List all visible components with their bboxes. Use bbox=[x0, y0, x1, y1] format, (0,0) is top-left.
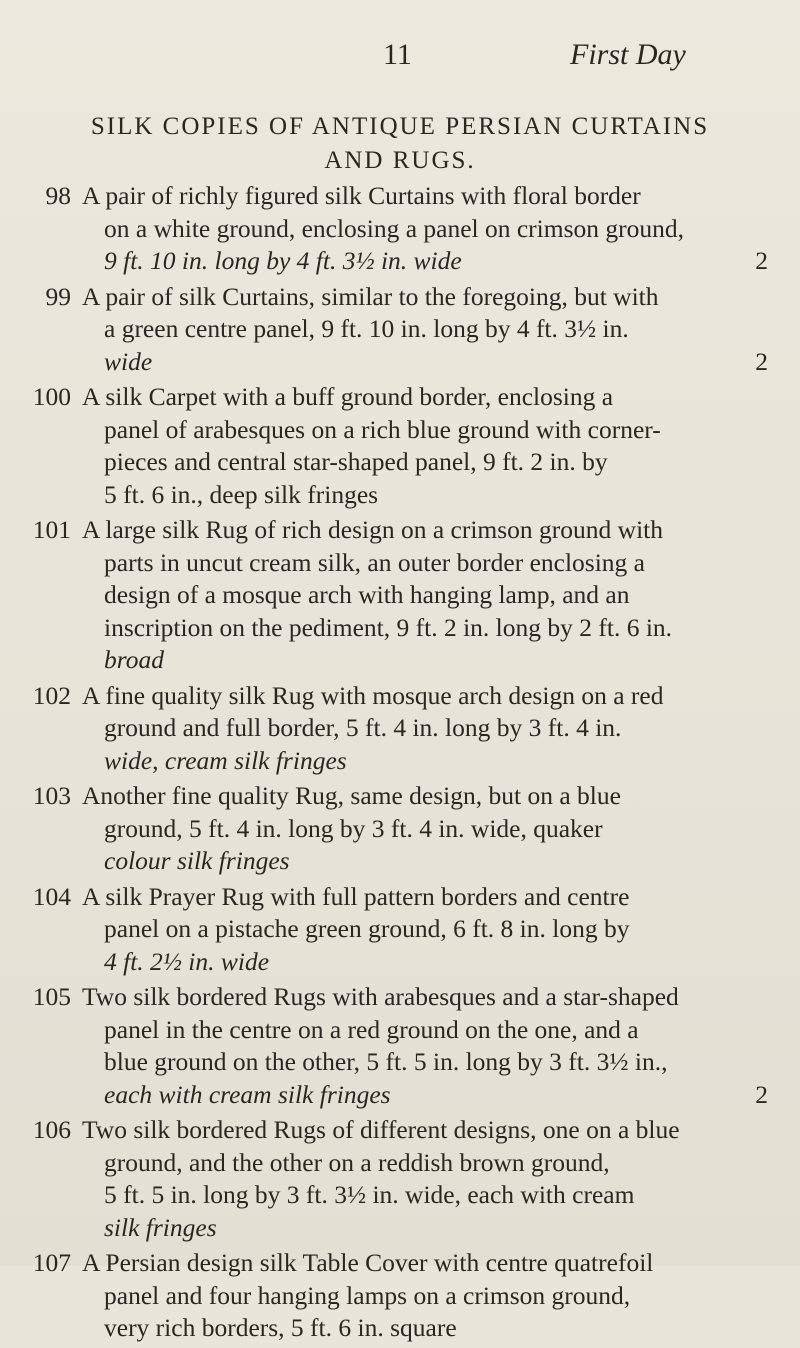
lot-item bbox=[0, 1114, 800, 1244]
lot-description-line bbox=[82, 946, 768, 979]
lot-description-line bbox=[82, 180, 768, 213]
lot-description-line bbox=[82, 1014, 768, 1047]
running-head bbox=[0, 38, 800, 78]
lot-description bbox=[82, 780, 768, 878]
lot-description-line bbox=[82, 245, 768, 278]
lot-line-text: ground, 5 ft. 4 in. long by 3 ft. 4 in. wide, quaker bbox=[104, 813, 603, 843]
lot-list bbox=[0, 180, 800, 1348]
lot-line-text: a green centre panel, 9 ft. 10 in. long by 4 ft. 3½ in. bbox=[104, 314, 629, 343]
lot-item bbox=[0, 381, 800, 511]
lot-line-text: A pair of silk Curtains, similar to the foregoing, but with bbox=[82, 281, 659, 311]
lot-line-text: each with cream silk fringes bbox=[104, 1079, 391, 1109]
lot-number: 98 bbox=[45, 181, 71, 210]
lot-description bbox=[82, 381, 768, 511]
lot-item bbox=[0, 881, 800, 979]
lot-line-text: panel on a pistache green ground, 6 ft. 8 in. long by bbox=[104, 914, 630, 943]
lot-line-text: blue ground on the other, 5 ft. 5 in. long by 3 ft. 3½ in., bbox=[104, 1047, 668, 1076]
lot-description-line bbox=[82, 780, 768, 813]
lot-line-text: Another fine quality Rug, same design, but on a blue bbox=[82, 781, 621, 810]
lot-description-line bbox=[82, 981, 768, 1014]
lot-line-text: A silk Carpet with a buff ground border, enclosing a bbox=[82, 382, 614, 411]
lot-description-line bbox=[82, 1280, 768, 1313]
lot-line-text: panel in the centre on a red ground on the one, and a bbox=[104, 1014, 639, 1044]
lot-description-line bbox=[82, 1212, 768, 1245]
lot-description-line bbox=[82, 1079, 768, 1112]
lot-item bbox=[0, 281, 800, 379]
lot-line-text: 5 ft. 6 in., deep silk fringes bbox=[104, 479, 379, 509]
lot-line-text: 5 ft. 5 in. long by 3 ft. 3½ in. wide, each with cream bbox=[104, 1180, 635, 1209]
lot-description-line bbox=[82, 745, 768, 778]
section-heading-line-1: SILK COPIES OF ANTIQUE PERSIAN CURTAINS bbox=[90, 113, 710, 140]
lot-description bbox=[82, 514, 768, 677]
lot-line-text: ground and full border, 5 ft. 4 in. long by 3 ft. 4 in. bbox=[104, 713, 622, 742]
lot-description bbox=[82, 981, 768, 1111]
lot-description bbox=[82, 281, 768, 379]
lot-line-text: ground, and the other on a reddish brown ground, bbox=[104, 1147, 610, 1177]
lot-description-line bbox=[82, 1247, 768, 1280]
lot-line-text: A fine quality silk Rug with mosque arch design on a red bbox=[82, 680, 664, 710]
lot-number: 102 bbox=[32, 680, 71, 710]
lot-description-line bbox=[82, 644, 768, 677]
lot-line-text: Two silk bordered Rugs of different designs, one on a blue bbox=[82, 1115, 680, 1144]
lot-description-line bbox=[82, 446, 768, 479]
lot-line-text: A silk Prayer Rug with full pattern borders and centre bbox=[82, 881, 630, 911]
day-title: First Day bbox=[570, 38, 686, 71]
lot-line-text: parts in uncut cream silk, an outer border enclosing a bbox=[104, 547, 645, 577]
lot-description bbox=[82, 1247, 768, 1345]
lot-line-text: panel and four hanging lamps on a crimson ground, bbox=[104, 1280, 631, 1310]
page-number: 11 bbox=[383, 38, 412, 71]
lot-description-line bbox=[82, 381, 768, 414]
lot-line-text: wide bbox=[104, 346, 153, 376]
lot-quantity: 2 bbox=[755, 246, 768, 275]
lot-line-text: wide, cream silk fringes bbox=[104, 745, 347, 775]
lot-description-line bbox=[82, 1046, 768, 1079]
lot-description-line bbox=[82, 346, 768, 379]
section-heading bbox=[0, 110, 800, 178]
lot-description-line bbox=[82, 881, 768, 914]
lot-description-line bbox=[82, 514, 768, 547]
section-heading-line-2: AND RUGS. bbox=[324, 147, 476, 174]
lot-line-text: inscription on the pediment, 9 ft. 2 in. long by 2 ft. 6 in. bbox=[104, 612, 673, 642]
lot-description bbox=[82, 1114, 768, 1244]
lot-line-text: on a white ground, enclosing a panel on crimson ground, bbox=[104, 213, 685, 243]
lot-description-line bbox=[82, 913, 768, 946]
lot-description bbox=[82, 881, 768, 979]
lot-line-text: 9 ft. 10 in. long by 4 ft. 3½ in. wide bbox=[104, 246, 462, 275]
lot-description-line bbox=[82, 1179, 768, 1212]
lot-number: 107 bbox=[32, 1248, 71, 1277]
lot-item bbox=[0, 680, 800, 778]
lot-line-text: A pair of richly figured silk Curtains with floral border bbox=[82, 181, 641, 210]
lot-line-text: Two silk bordered Rugs with arabesques and a star-shaped bbox=[82, 982, 679, 1011]
lot-item bbox=[0, 180, 800, 278]
lot-item bbox=[0, 780, 800, 878]
lot-line-text: panel of arabesques on a rich blue ground with corner- bbox=[104, 414, 661, 444]
lot-number: 106 bbox=[32, 1115, 71, 1144]
lot-description-line bbox=[82, 712, 768, 745]
lot-line-text: A Persian design silk Table Cover with centre quatrefoil bbox=[82, 1248, 654, 1277]
lot-number: 105 bbox=[32, 982, 71, 1011]
lot-quantity: 2 bbox=[755, 346, 768, 376]
lot-description-line bbox=[82, 547, 768, 580]
lot-description-line bbox=[82, 414, 768, 447]
lot-line-text: broad bbox=[104, 645, 164, 674]
lot-line-text: 4 ft. 2½ in. wide bbox=[104, 946, 270, 976]
lot-description-line bbox=[82, 845, 768, 878]
lot-description-line bbox=[82, 579, 768, 612]
lot-number: 100 bbox=[32, 382, 71, 411]
lot-description-line bbox=[82, 680, 768, 713]
lot-number: 101 bbox=[32, 515, 71, 544]
lot-line-text: design of a mosque arch with hanging lamp, and an bbox=[104, 580, 630, 609]
lot-line-text: silk fringes bbox=[104, 1212, 217, 1242]
lot-description-line bbox=[82, 1147, 768, 1180]
lot-number: 103 bbox=[32, 781, 71, 810]
lot-item bbox=[0, 981, 800, 1111]
lot-line-text: colour silk fringes bbox=[104, 846, 290, 875]
lot-line-text: very rich borders, 5 ft. 6 in. square bbox=[104, 1313, 457, 1342]
lot-description bbox=[82, 180, 768, 278]
lot-line-text: pieces and central star-shaped panel, 9 ft. 2 in. by bbox=[104, 447, 608, 476]
lot-item bbox=[0, 1247, 800, 1345]
lot-description bbox=[82, 680, 768, 778]
lot-description-line bbox=[82, 213, 768, 246]
lot-description-line bbox=[82, 813, 768, 846]
lot-description-line bbox=[82, 612, 768, 645]
lot-number: 104 bbox=[32, 881, 71, 911]
lot-quantity: 2 bbox=[755, 1079, 768, 1109]
lot-number: 99 bbox=[45, 281, 71, 311]
lot-description-line bbox=[82, 1114, 768, 1147]
lot-description-line bbox=[82, 313, 768, 346]
lot-description-line bbox=[82, 1312, 768, 1345]
lot-item bbox=[0, 514, 800, 677]
lot-description-line bbox=[82, 281, 768, 314]
lot-line-text: A large silk Rug of rich design on a crimson ground with bbox=[82, 515, 663, 544]
lot-description-line bbox=[82, 479, 768, 512]
